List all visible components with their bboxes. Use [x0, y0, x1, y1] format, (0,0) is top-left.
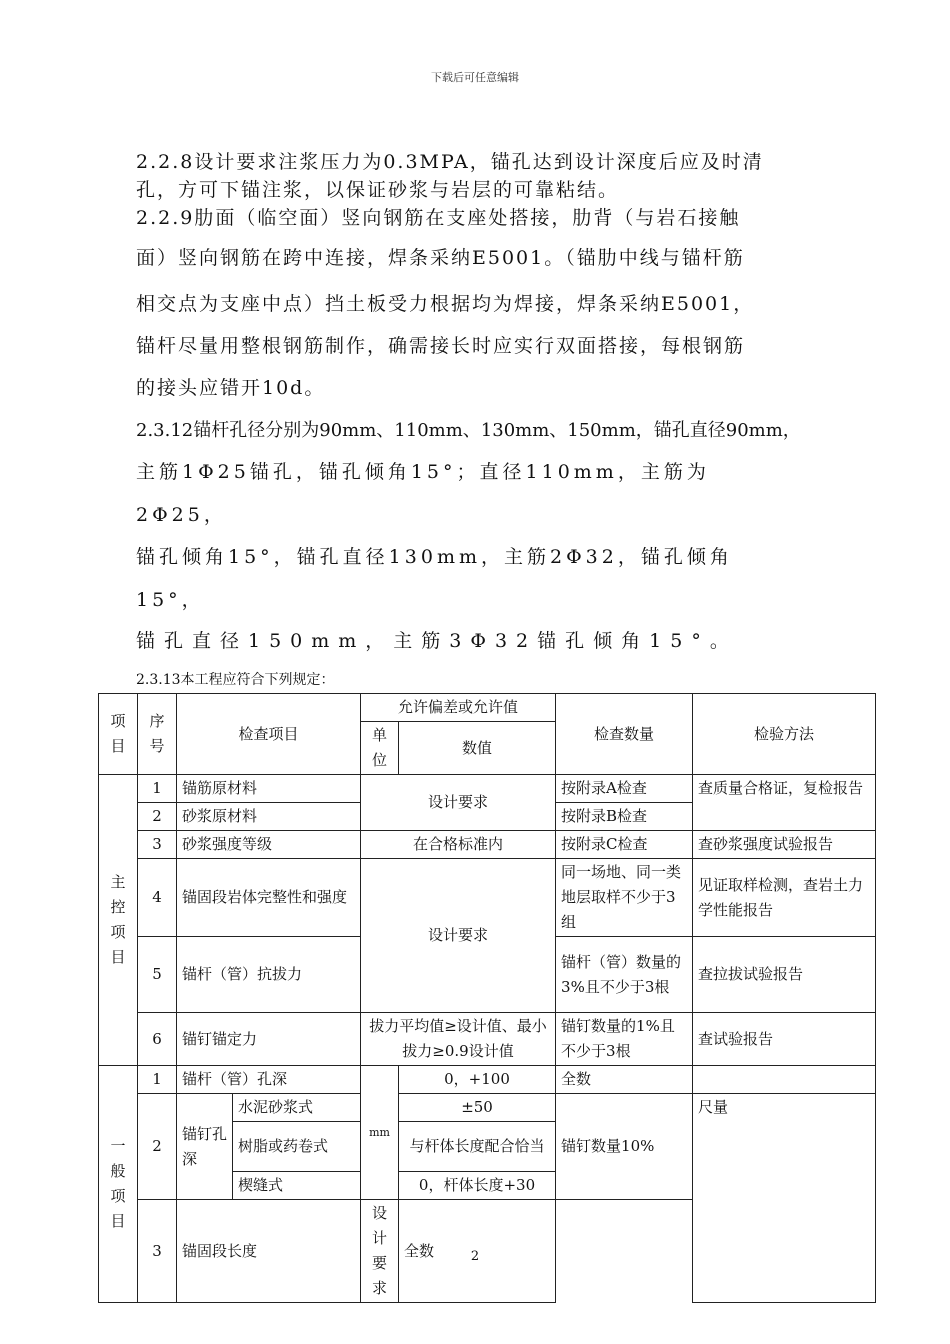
- header-check-item: 检查项目: [177, 694, 361, 775]
- paragraph-line: 15°，: [136, 589, 205, 611]
- row-quantity: 锚钉数量10%: [556, 1094, 693, 1200]
- row-seq: 6: [138, 1013, 177, 1066]
- row-value: 拔力平均值≥设计值、最小拔力≥0.9设计值: [361, 1013, 556, 1066]
- row-quantity: 按附录B检查: [556, 803, 693, 831]
- row-seq: 2: [138, 803, 177, 831]
- row-item: 砂浆强度等级: [177, 831, 361, 859]
- row-seq: 1: [138, 1066, 177, 1094]
- paragraph-line: 2Φ25，: [136, 504, 227, 526]
- paragraph-line: 2.2.8设计要求注浆压力为0.3MPA，锚孔达到设计深度后应及时清: [136, 151, 764, 173]
- row-item: 锚固段岩体完整性和强度: [177, 859, 361, 937]
- row-quantity: 按附录A检查: [556, 775, 693, 803]
- header-allowance: 允许偏差或允许值: [361, 694, 556, 722]
- paragraph-line: 锚杆尽量用整根钢筋制作，确需接长时应实行双面搭接，每根钢筋: [136, 335, 746, 357]
- row-quantity: 同一场地、同一类地层取样不少于3组: [556, 859, 693, 937]
- paragraph-line: 的接头应错开10d。: [136, 377, 326, 399]
- header-quantity: 检查数量: [556, 694, 693, 775]
- row-seq: 2: [138, 1094, 177, 1200]
- row-quantity: 锚杆（管）数量的3%且不少于3根: [556, 937, 693, 1013]
- row-value: 设计要求: [361, 775, 556, 831]
- paragraph-line: 主筋1Φ25锚孔，锚孔倾角15°；直径110mm，主筋为: [136, 461, 710, 483]
- page-header: 下载后可任意编辑: [431, 71, 519, 84]
- row-subitem: 楔缝式: [233, 1172, 361, 1200]
- row-quantity: 锚钉数量的1%且不少于3根: [556, 1013, 693, 1066]
- row-item: 锚杆（管）抗拔力: [177, 937, 361, 1013]
- row-method: 查试验报告: [693, 1013, 876, 1066]
- row-method: 查拉拔试验报告: [693, 937, 876, 1013]
- header-method: 检验方法: [693, 694, 876, 775]
- row-method: 见证取样检测，查岩土力学性能报告: [693, 859, 876, 937]
- header-unit: 单 位: [361, 722, 399, 775]
- paragraph-line: 孔，方可下锚注浆，以保证砂浆与岩层的可靠粘结。: [136, 179, 620, 201]
- row-subitem: 水泥砂浆式: [233, 1094, 361, 1122]
- row-value: 在合格标准内: [361, 831, 556, 859]
- row-subitem: 树脂或药卷式: [233, 1122, 361, 1172]
- row-seq: 1: [138, 775, 177, 803]
- header-value: 数值: [399, 722, 556, 775]
- paragraph-line: 2.3.12锚杆孔径分别为90mm、110mm、130mm、150mm，锚孔直径90mm，: [136, 420, 801, 441]
- table-title: 2.3.13本工程应符合下列规定：: [136, 672, 335, 688]
- header-item: 项 目: [99, 694, 138, 775]
- page-number: 2: [470, 1249, 480, 1264]
- row-seq: 5: [138, 937, 177, 1013]
- row-value: 0，杆体长度+30: [399, 1172, 556, 1200]
- row-method: 查砂浆强度试验报告: [693, 831, 876, 859]
- paragraph-line: 相交点为支座中点）挡土板受力根据均为焊接，焊条采纳E5001，: [136, 293, 755, 315]
- general-group-label: 一 般 项 目: [99, 1066, 138, 1303]
- paragraph-line: 2.2.9肋面（临空面）竖向钢筋在支座处搭接，肋背（与岩石接触: [136, 207, 741, 229]
- paragraph-line: 锚孔直径150mm，主筋3Φ32锚孔倾角15°。: [136, 630, 738, 652]
- row-item: 砂浆原材料: [177, 803, 361, 831]
- row-value: 0，+100: [399, 1066, 556, 1094]
- row-unit: mm: [361, 1066, 399, 1200]
- row-value: ±50: [399, 1094, 556, 1122]
- row-value: 设计要求: [361, 1200, 399, 1303]
- row-value: 与杆体长度配合恰当: [399, 1122, 556, 1172]
- row-seq: 3: [138, 1200, 177, 1303]
- row-value: 设计要求: [361, 859, 556, 1013]
- header-seq: 序 号: [138, 694, 177, 775]
- inspection-table: [98, 693, 876, 1303]
- row-method: 尺量: [693, 1094, 876, 1303]
- paragraph-line: 面）竖向钢筋在跨中连接，焊条采纳E5001。（锚肋中线与锚杆筋: [136, 247, 745, 269]
- row-method: 查质量合格证，复检报告: [693, 775, 876, 831]
- row-seq: 3: [138, 831, 177, 859]
- row-item: 锚固段长度: [177, 1200, 361, 1303]
- row-item: 锚钉锚定力: [177, 1013, 361, 1066]
- main-group-label: 主 控 项 目: [99, 775, 138, 1066]
- row-quantity: 全数: [556, 1066, 693, 1094]
- row-item: 锚筋原材料: [177, 775, 361, 803]
- paragraph-line: 锚孔倾角15°，锚孔直径130mm，主筋2Φ32，锚孔倾角: [136, 546, 733, 568]
- row-quantity: 全数: [399, 1200, 556, 1303]
- row-item: 锚钉孔深: [177, 1094, 233, 1200]
- row-method: [693, 1066, 876, 1094]
- row-seq: 4: [138, 859, 177, 937]
- row-item: 锚杆（管）孔深: [177, 1066, 361, 1094]
- row-quantity: 按附录C检查: [556, 831, 693, 859]
